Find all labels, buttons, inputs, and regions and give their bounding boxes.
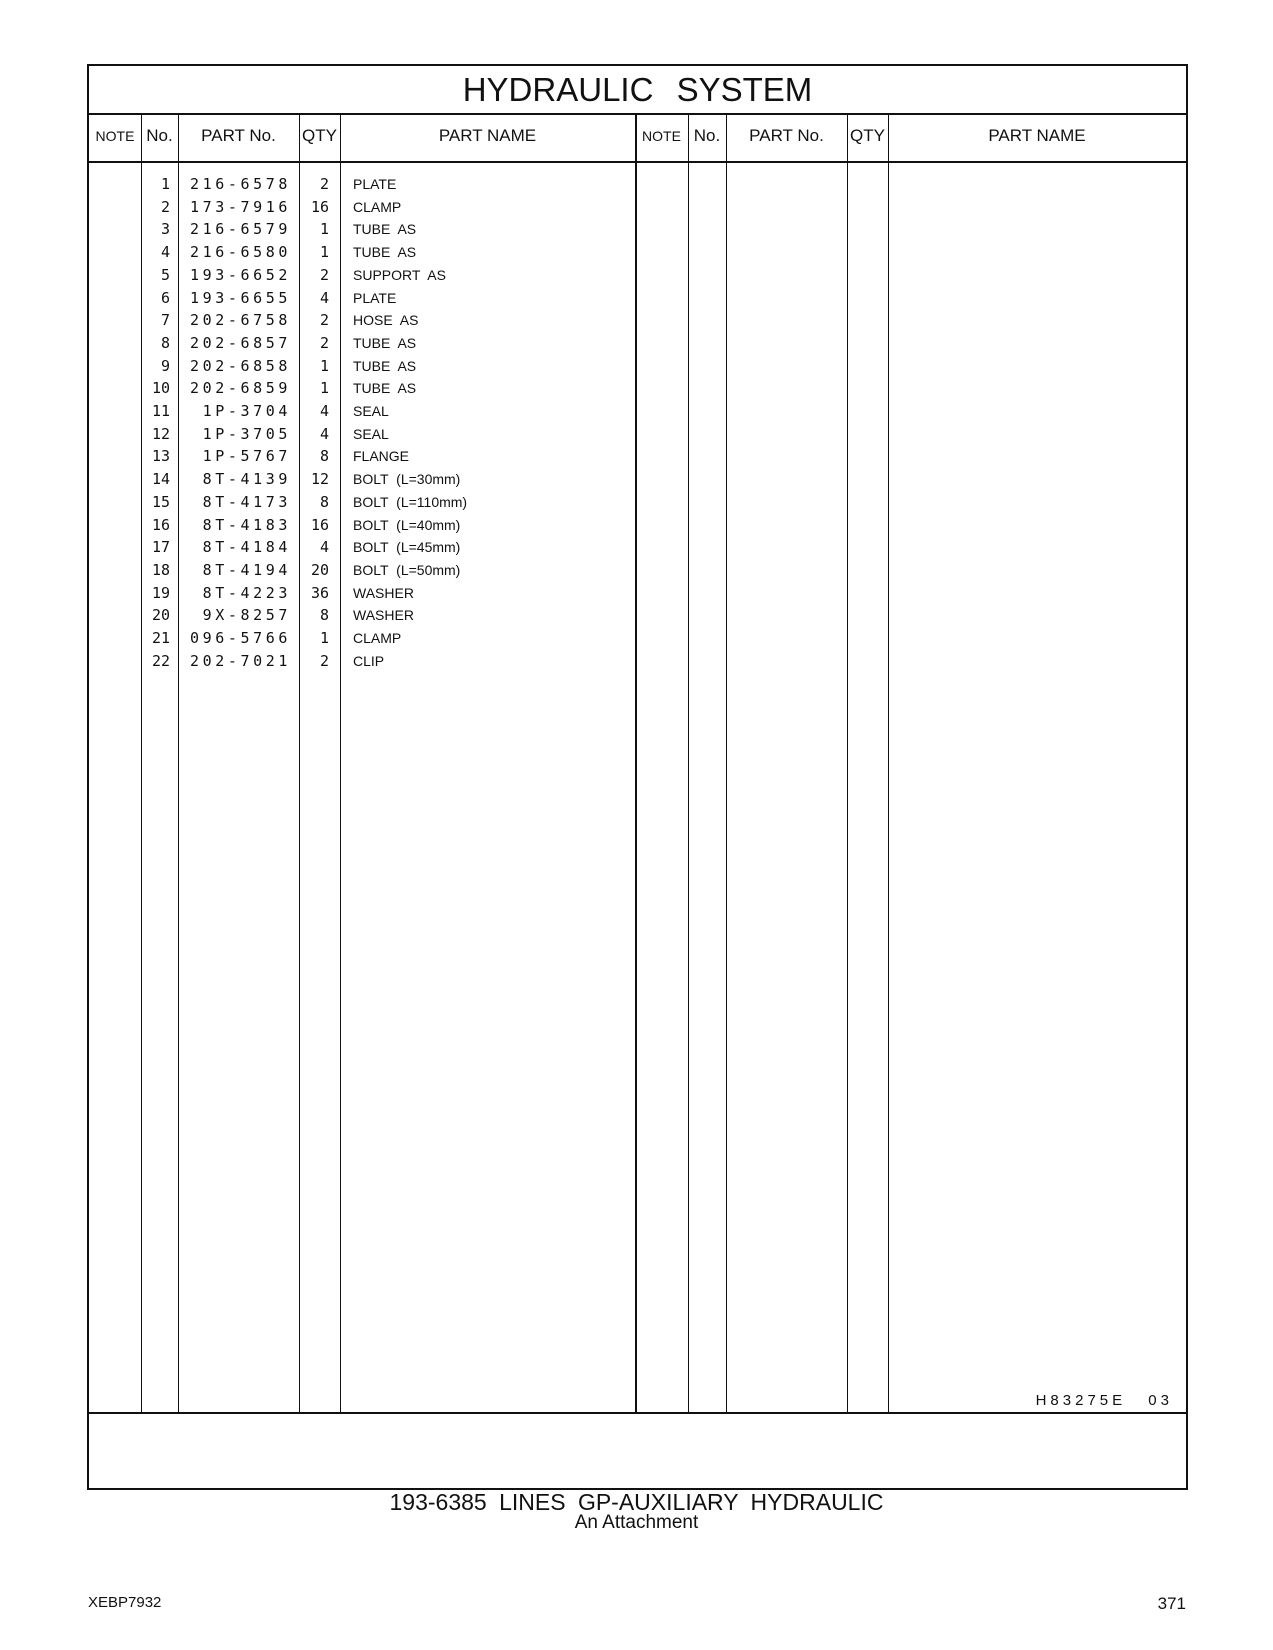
item-number: 18: [151, 560, 170, 579]
quantity: 20: [310, 560, 329, 579]
item-number: 21: [151, 629, 170, 647]
quantity: 2: [319, 175, 329, 193]
quantity: 16: [310, 197, 329, 216]
part-name: SUPPORT AS: [353, 266, 446, 283]
quantity: 1: [319, 356, 329, 375]
part-name: PLATE: [353, 289, 397, 306]
part-number: 216-6578: [189, 175, 291, 193]
column-divider: [635, 113, 637, 1412]
part-number: 8T-4184: [202, 538, 291, 557]
column-divider: [847, 113, 848, 1412]
part-name: TUBE AS: [353, 221, 417, 238]
part-number: 9X-8257: [202, 606, 291, 625]
table-row: [89, 355, 635, 378]
item-number: 10: [151, 379, 170, 398]
table-row: [89, 491, 635, 514]
header-qty-left: QTY: [302, 126, 337, 145]
part-number: 202-6859: [189, 379, 291, 398]
item-number: 16: [151, 515, 170, 534]
header-qty-right: QTY: [850, 126, 885, 145]
table-row: [89, 468, 635, 491]
table-row: [89, 196, 635, 219]
table-row: [89, 332, 635, 355]
quantity: 8: [319, 606, 329, 625]
table-row: [89, 536, 635, 559]
quantity: 2: [319, 311, 329, 330]
quantity: 4: [319, 424, 329, 443]
part-name: BOLT (L=110mm): [353, 493, 468, 510]
part-number: 202-6858: [189, 356, 291, 375]
part-number: 216-6580: [189, 243, 291, 262]
quantity: 1: [319, 379, 329, 398]
part-name: CLAMP: [353, 198, 402, 215]
part-number: 1P-3704: [202, 402, 291, 420]
quantity: 16: [310, 515, 329, 534]
part-name: TUBE AS: [353, 357, 417, 374]
item-number: 19: [151, 583, 170, 602]
item-number: 11: [151, 402, 170, 420]
part-number: 202-6758: [189, 311, 291, 330]
quantity: 2: [319, 265, 329, 284]
table-row: [89, 514, 635, 537]
table-row: [89, 445, 635, 468]
table-row: [89, 287, 635, 310]
quantity: 36: [310, 583, 329, 602]
item-number: 13: [151, 447, 170, 466]
part-number: 1P-5767: [202, 447, 291, 466]
header-note-right: NOTE: [642, 128, 681, 144]
part-name: CLIP: [353, 652, 385, 669]
item-number: 8: [160, 333, 170, 352]
parts-table: [87, 64, 1188, 1490]
table-row: [89, 582, 635, 605]
reference-code: H83275E 03: [1035, 1392, 1173, 1409]
item-number: 6: [160, 288, 170, 307]
item-number: 4: [160, 243, 170, 262]
part-name: TUBE AS: [353, 380, 417, 397]
header-no-right: No.: [693, 126, 721, 145]
part-number: 8T-4139: [202, 470, 291, 489]
part-name: BOLT (L=50mm): [353, 561, 461, 578]
part-number: 8T-4223: [202, 583, 291, 602]
table-row: [89, 604, 635, 627]
table-row: [89, 559, 635, 582]
part-name: BOLT (L=30mm): [353, 471, 461, 488]
part-name: PLATE: [353, 176, 397, 192]
header-part-no-left: PART No.: [201, 126, 276, 145]
table-row: [89, 627, 635, 650]
part-name: BOLT (L=40mm): [353, 516, 461, 533]
footer-title: 193-6385 LINES GP-AUXILIARY HYDRAULIC: [389, 1489, 884, 1515]
part-name: BOLT (L=45mm): [353, 539, 461, 556]
table-row: [89, 173, 635, 196]
part-name: TUBE AS: [353, 244, 417, 261]
column-divider: [726, 113, 727, 1412]
header-part-no-right: PART No.: [749, 126, 824, 145]
quantity: 4: [319, 402, 329, 420]
part-name: HOSE AS: [353, 312, 419, 329]
item-number: 3: [160, 220, 170, 239]
item-number: 15: [151, 492, 170, 511]
part-number: 193-6655: [189, 288, 291, 307]
document-id: XEBP7932: [88, 1594, 162, 1611]
part-number: 202-7021: [189, 651, 291, 670]
header-part-name-left: PART NAME: [438, 126, 537, 145]
item-number: 22: [151, 651, 170, 670]
table-row: [89, 264, 635, 287]
item-number: 5: [160, 265, 170, 284]
table-header: [89, 113, 1186, 163]
quantity: 8: [319, 447, 329, 466]
quantity: 4: [319, 288, 329, 307]
part-number: 8T-4194: [202, 560, 291, 579]
part-name: WASHER: [353, 607, 414, 624]
part-name: CLAMP: [353, 630, 402, 646]
item-number: 17: [151, 538, 170, 557]
header-no-left: No.: [146, 126, 173, 145]
part-number: 216-6579: [189, 220, 291, 239]
header-note-left: NOTE: [95, 128, 135, 144]
quantity: 1: [319, 629, 329, 647]
column-divider: [688, 113, 689, 1412]
quantity: 12: [310, 470, 329, 489]
part-number: 8T-4173: [202, 492, 291, 511]
part-name: SEAL: [353, 425, 389, 442]
quantity: 4: [319, 538, 329, 557]
part-number: 1P-3705: [202, 424, 291, 443]
table-row: [89, 400, 635, 423]
table-row: [89, 218, 635, 241]
item-number: 2: [160, 197, 170, 216]
item-number: 9: [160, 356, 170, 375]
quantity: 2: [319, 651, 329, 670]
column-divider: [888, 113, 889, 1412]
part-number: 173-7916: [189, 197, 291, 216]
part-name: SEAL: [353, 403, 389, 419]
quantity: 8: [319, 492, 329, 511]
part-name: FLANGE: [353, 448, 410, 465]
page-title: HYDRAULIC SYSTEM: [89, 66, 1186, 115]
footer-subtitle: An Attachment: [574, 1512, 699, 1533]
item-number: 7: [160, 311, 170, 330]
table-row: [89, 377, 635, 400]
item-number: 20: [151, 606, 170, 625]
table-row: [89, 423, 635, 446]
quantity: 1: [319, 220, 329, 239]
page-number: 371: [1157, 1594, 1186, 1613]
item-number: 12: [151, 424, 170, 443]
table-row: [89, 309, 635, 332]
part-name: TUBE AS: [353, 334, 417, 351]
table-row: [89, 241, 635, 264]
part-number: 202-6857: [189, 333, 291, 352]
quantity: 2: [319, 333, 329, 352]
part-number: 8T-4183: [202, 515, 291, 534]
table-bottom-rule: [89, 1412, 1186, 1414]
table-row: [89, 650, 635, 673]
header-part-name-right: PART NAME: [988, 126, 1086, 145]
item-number: 1: [160, 175, 170, 193]
quantity: 1: [319, 243, 329, 262]
item-number: 14: [151, 470, 170, 489]
part-number: 096-5766: [189, 629, 291, 647]
part-number: 193-6652: [189, 265, 291, 284]
part-name: WASHER: [353, 584, 414, 601]
